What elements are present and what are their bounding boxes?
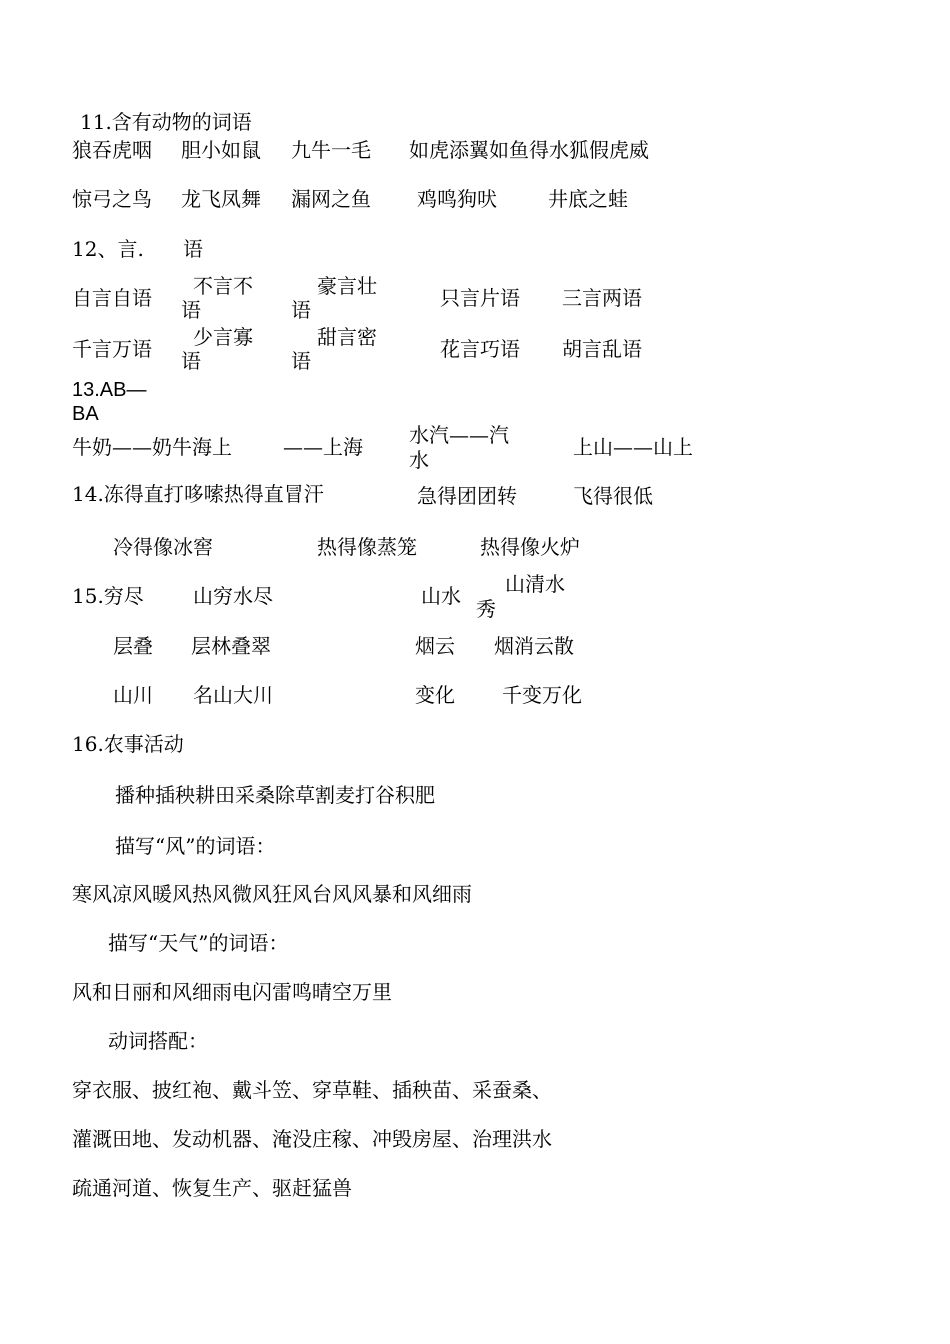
verb-line: 穿衣服、披红袍、戴斗笠、穿草鞋、插秧苗、采蚕桑、 (72, 1078, 552, 1102)
phrase: 热得像蒸笼 (317, 535, 417, 559)
wind-words: 寒风凉风暖风热风微风狂风台风风暴和风细雨 (72, 882, 472, 906)
word-pair: 上山——山上 (573, 435, 693, 459)
section-14-line: 14.冻得直打哆嗦热得直冒汗 (72, 482, 324, 506)
idiom: 三言两语 (562, 286, 642, 310)
idiom: 狼吞虎咽 (72, 138, 152, 162)
idiom-part: 语 (181, 349, 201, 373)
activities-line: 播种插秧耕田采桑除草割麦打谷积肥 (115, 783, 435, 807)
phrase: 冷得像冰窖 (113, 535, 213, 559)
idiom: 井底之蛙 (548, 187, 628, 211)
idiom: 龙飞凤舞 (181, 187, 261, 211)
section-13-heading: 13.AB— (72, 379, 147, 401)
word: 烟云 (415, 634, 455, 658)
section-15-heading: 15.穷尽 (72, 584, 144, 608)
wind-label: 描写“风”的词语： (115, 834, 276, 858)
word: 山水 (421, 584, 461, 608)
idiom: 自言自语 (72, 286, 152, 310)
phrase: 急得团团转 (417, 484, 517, 508)
phrase: 热得像火炉 (480, 535, 580, 559)
section-12-heading-word: 语 (183, 237, 203, 261)
idiom: 漏网之鱼 (291, 187, 371, 211)
word-pair: 牛奶——奶牛海上 (72, 435, 232, 459)
word: 山川 (113, 683, 153, 707)
idiom: 胡言乱语 (562, 337, 642, 361)
idiom: 只言片语 (440, 286, 520, 310)
weather-label: 描写“天气”的词语： (108, 931, 289, 955)
section-12-heading: 12、言. (72, 237, 144, 261)
idiom: 千变万化 (502, 683, 582, 707)
section-16-heading: 16.农事活动 (72, 732, 184, 756)
idiom-part: 语 (291, 298, 311, 322)
verb-line: 疏通河道、恢复生产、驱赶猛兽 (72, 1176, 352, 1200)
idiom-part: 秀 (476, 597, 496, 621)
idiom: 烟消云散 (494, 634, 574, 658)
idiom-part: 山清水 (505, 572, 565, 596)
weather-words: 风和日丽和风细雨电闪雷鸣晴空万里 (72, 980, 392, 1004)
idiom: 九牛一毛 (291, 138, 371, 162)
idiom-part: 语 (181, 298, 201, 322)
idiom: 千言万语 (72, 337, 152, 361)
word-pair: ——上海 (283, 435, 363, 459)
word: 变化 (415, 683, 455, 707)
idiom-part: 甜言密 (317, 325, 377, 349)
phrase: 飞得很低 (573, 484, 653, 508)
idiom-part: 少言寡 (193, 325, 253, 349)
word-pair-part: 水汽——汽 (409, 423, 509, 447)
verb-label: 动词搭配： (108, 1029, 208, 1053)
idiom: 胆小如鼠 (181, 138, 261, 162)
section-11-heading: 11.含有动物的词语 (80, 110, 252, 134)
idiom: 名山大川 (193, 683, 273, 707)
idiom: 惊弓之鸟 (72, 187, 152, 211)
idiom-part: 语 (291, 349, 311, 373)
idiom-part: 豪言壮 (317, 274, 377, 298)
section-13-heading-cont: BA (72, 403, 99, 420)
verb-line: 灌溉田地、发动机器、淹没庄稼、冲毁房屋、治理洪水 (72, 1127, 552, 1151)
idiom: 山穷水尽 (193, 584, 273, 608)
idiom: 层林叠翠 (191, 634, 271, 658)
word-pair-part: 水 (409, 448, 429, 472)
word: 层叠 (113, 634, 153, 658)
idiom: 鸡鸣狗吠 (417, 187, 497, 211)
idiom-part: 不言不 (193, 274, 253, 298)
idiom: 花言巧语 (440, 337, 520, 361)
idiom-group: 如虎添翼如鱼得水狐假虎威 (409, 138, 649, 162)
